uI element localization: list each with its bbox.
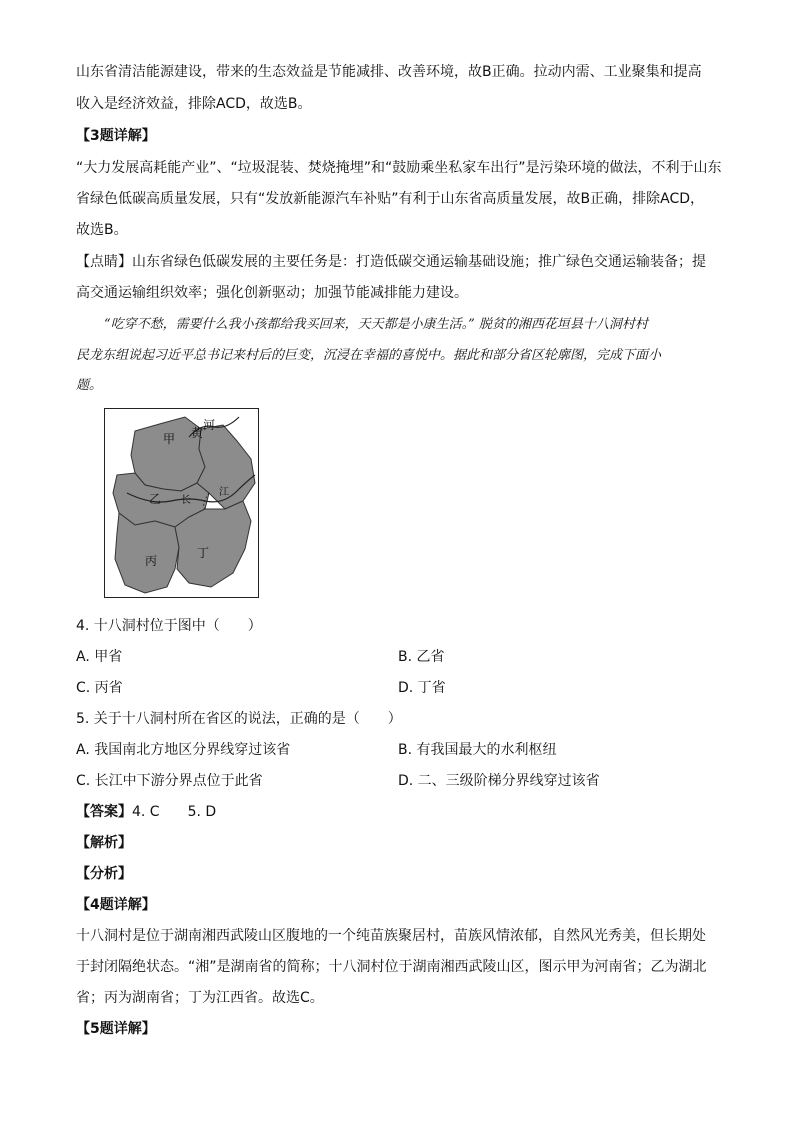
fenxi-heading: 【分析】 bbox=[76, 866, 132, 882]
question-5-option-a: A. 我国南北方地区分界线穿过该省 bbox=[76, 742, 291, 758]
answer-line bbox=[76, 803, 216, 821]
section-heading-q5: 【5题详解】 bbox=[76, 1021, 156, 1037]
map-label-chang: 长 bbox=[181, 495, 191, 506]
question-5-stem: 5. 关于十八洞村所在省区的说法，正确的是（ ） bbox=[76, 711, 402, 727]
map-label-bing: 丙 bbox=[145, 554, 158, 568]
paragraph-line: 于封闭隔绝状态。“湘”是湖南省的简称；十八洞村位于湖南湘西武陵山区，图示甲为河南省；乙为湖北 bbox=[76, 959, 707, 975]
map-label-ding: 丁 bbox=[197, 546, 210, 560]
paragraph-line: 故选B。 bbox=[76, 222, 128, 238]
question-4-option-c: C. 丙省 bbox=[76, 680, 123, 696]
province-outline-map bbox=[104, 408, 259, 598]
analysis-heading: 【解析】 bbox=[76, 835, 132, 851]
map-label-jia: 甲 bbox=[163, 432, 176, 446]
question-4-stem: 4. 十八洞村位于图中（ ） bbox=[76, 618, 262, 634]
paragraph-line: 省绿色低碳高质量发展，只有“发放新能源汽车补贴”有利于山东省高质量发展，故B正确，排除ACD， bbox=[76, 191, 704, 207]
intro-line: “吃穿不愁，需要什么我小孩都给我买回来，天天都是小康生活。” 脱贫的湘西花垣县十八洞村村 bbox=[104, 317, 648, 332]
paragraph-line: 省；丙为湖南省；丁为江西省。故选C。 bbox=[76, 990, 324, 1006]
paragraph-line: 收入是经济效益，排除ACD，故选B。 bbox=[76, 96, 312, 112]
question-5-option-d: D. 二、三级阶梯分界线穿过该省 bbox=[398, 773, 600, 789]
paragraph-line: 十八洞村是位于湖南湘西武陵山区腹地的一个纯苗族聚居村，苗族风情浓郁，自然风光秀美，但长期处 bbox=[76, 928, 706, 944]
intro-line: 题。 bbox=[76, 378, 103, 393]
question-4-option-d: D. 丁省 bbox=[398, 680, 446, 696]
answer-q5: 5. D bbox=[187, 804, 217, 820]
section-heading-q3: 【3题详解】 bbox=[76, 128, 156, 144]
question-5-option-b: B. 有我国最大的水利枢纽 bbox=[398, 742, 557, 758]
question-5-option-c: C. 长江中下游分界点位于此省 bbox=[76, 773, 263, 789]
tip-line: 【点睛】山东省绿色低碳发展的主要任务是：打造低碳交通运输基础设施；推广绿色交通运输装备；提 bbox=[76, 254, 706, 270]
tip-line: 高交通运输组织效率；强化创新驱动；加强节能减排能力建设。 bbox=[76, 285, 468, 301]
map-label-jiang: 江 bbox=[219, 487, 229, 498]
map-label-yi: 乙 bbox=[149, 492, 162, 506]
province-bing bbox=[115, 513, 179, 593]
map-label-huang: 黄 bbox=[191, 426, 204, 440]
intro-line: 民龙东组说起习近平总书记来村后的巨变，沉浸在幸福的喜悦中。据此和部分省区轮廓图，完成下面小 bbox=[76, 348, 662, 363]
answer-label: 【答案】 bbox=[76, 804, 132, 820]
question-4-option-a: A. 甲省 bbox=[76, 649, 123, 665]
question-4-option-b: B. 乙省 bbox=[398, 649, 445, 665]
map-label-he: 河 bbox=[203, 418, 216, 432]
section-heading-q4: 【4题详解】 bbox=[76, 897, 156, 913]
paragraph-line: 山东省清洁能源建设，带来的生态效益是节能减排、改善环境，故B正确。拉动内需、工业聚集和提高 bbox=[76, 64, 702, 80]
paragraph-line: “大力发展高耗能产业”、“垃圾混装、焚烧掩埋”和“鼓励乘坐私家车出行”是污染环境的做法，不利于山东 bbox=[76, 160, 722, 176]
answer-q4: 4. C bbox=[132, 804, 160, 820]
